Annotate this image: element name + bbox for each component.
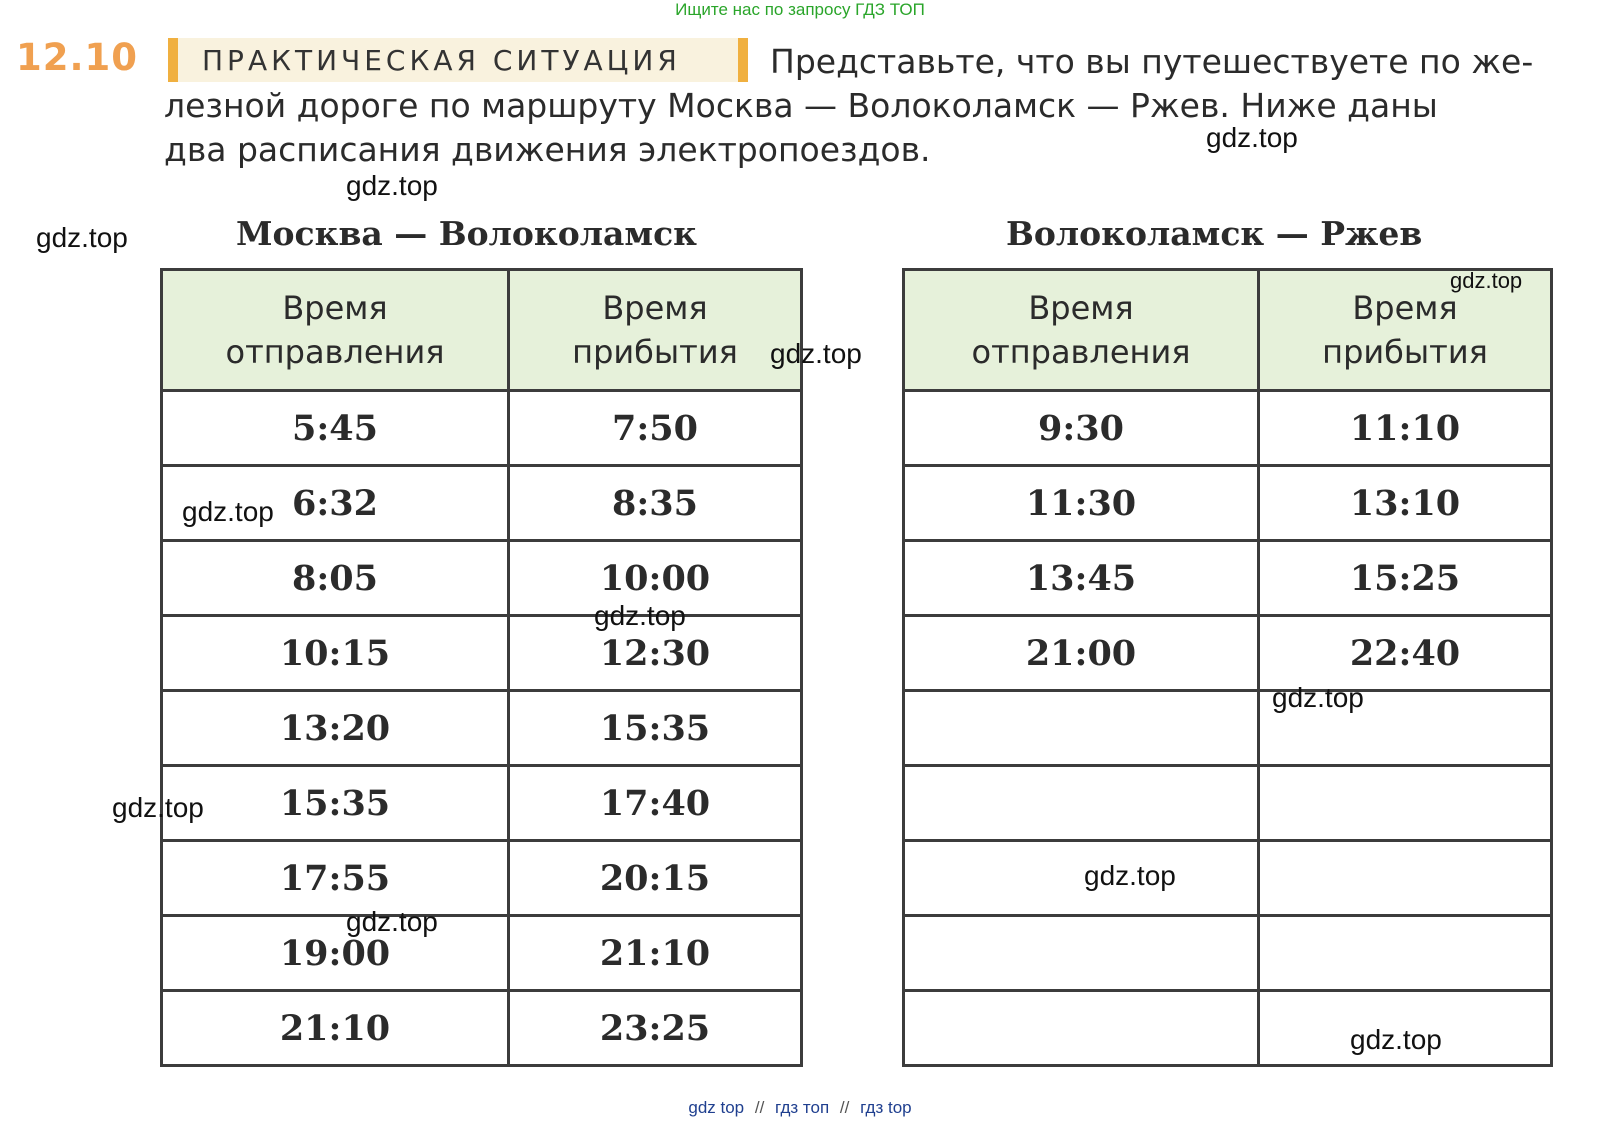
timetable-moscow-volokolamsk	[160, 268, 803, 1067]
watermark: gdz.top	[770, 338, 862, 369]
footer-separator: //	[754, 1098, 765, 1117]
watermark: gdz.top	[1206, 122, 1298, 153]
problem-number: 12.10	[16, 36, 139, 79]
table-row	[904, 691, 1552, 766]
table-row	[162, 616, 802, 691]
watermark: gdz.top	[36, 222, 128, 253]
footer-separator: //	[839, 1098, 850, 1117]
departure-time-cell: 21:10	[162, 991, 509, 1066]
header-departure	[904, 270, 1259, 391]
arrival-time-cell: 17:40	[509, 766, 802, 841]
table-row	[904, 541, 1552, 616]
table-row	[162, 841, 802, 916]
arrival-time-cell: 13:10	[1259, 466, 1552, 541]
table-row	[904, 916, 1552, 991]
table-row	[904, 466, 1552, 541]
problem-text-line1: Представьте, что вы путешествуете по же-	[770, 42, 1534, 81]
arrival-time-cell: 11:10	[1259, 391, 1552, 466]
watermark: gdz.top	[182, 496, 274, 527]
departure-time-cell	[904, 766, 1259, 841]
header-departure-label: Время отправления	[971, 289, 1191, 371]
footer-links	[0, 1098, 1600, 1118]
table-row	[162, 766, 802, 841]
table-row	[904, 766, 1552, 841]
arrival-time-cell	[1259, 766, 1552, 841]
arrival-time-cell: 12:30	[509, 616, 802, 691]
watermark: gdz.top	[1272, 682, 1364, 713]
arrival-time-cell: 22:40	[1259, 616, 1552, 691]
departure-time-cell: 21:00	[904, 616, 1259, 691]
table-row	[162, 991, 802, 1066]
departure-time-cell	[904, 691, 1259, 766]
timetable-title-moscow-volokolamsk: Москва — Волоколамск	[236, 214, 698, 253]
watermark: gdz.top	[1450, 268, 1523, 293]
arrival-time-cell: 10:00	[509, 541, 802, 616]
badge-label: ПРАКТИЧЕСКАЯ СИТУАЦИЯ	[202, 44, 681, 77]
search-hint-link[interactable]: Ищите нас по запросу ГДЗ ТОП	[675, 0, 925, 19]
table-row	[162, 391, 802, 466]
departure-time-cell: 15:35	[162, 766, 509, 841]
arrival-time-cell: 7:50	[509, 391, 802, 466]
footer-link-gdz-top-mixed[interactable]: гдз top	[860, 1098, 912, 1117]
arrival-time-cell	[1259, 916, 1552, 991]
table-row	[904, 391, 1552, 466]
problem-text-line2: лезной дороге по маршруту Москва — Волоколамск — Ржев. Ниже даны	[164, 86, 1438, 125]
departure-time-cell: 17:55	[162, 841, 509, 916]
departure-time-cell	[904, 991, 1259, 1066]
arrival-time-cell: 15:25	[1259, 541, 1552, 616]
table-row	[162, 916, 802, 991]
table-row	[904, 616, 1552, 691]
departure-time-cell: 10:15	[162, 616, 509, 691]
watermark: gdz.top	[346, 906, 438, 937]
table-header-row	[162, 270, 802, 391]
departure-time-cell: 9:30	[904, 391, 1259, 466]
departure-time-cell: 13:20	[162, 691, 509, 766]
footer-link-gdz-top[interactable]: gdz top	[688, 1098, 745, 1117]
watermark: gdz.top	[1084, 860, 1176, 891]
timetable-title-volokolamsk-rzhev: Волоколамск — Ржев	[1006, 214, 1423, 253]
header-arrival-label: Время прибытия	[1322, 289, 1488, 371]
departure-time-cell: 13:45	[904, 541, 1259, 616]
header-arrival-label: Время прибытия	[572, 289, 738, 371]
departure-time-cell	[904, 916, 1259, 991]
header-departure-label: Время отправления	[225, 289, 445, 371]
departure-time-cell: 19:00	[162, 916, 509, 991]
watermark: gdz.top	[112, 792, 204, 823]
problem-text	[164, 40, 1564, 172]
table-row	[162, 541, 802, 616]
table-row	[904, 991, 1552, 1066]
problem-text-line3: два расписания движения электропоездов.	[164, 130, 931, 169]
footer-link-gdz-top-ru[interactable]: гдз топ	[775, 1098, 830, 1117]
watermark: gdz.top	[1350, 1024, 1442, 1055]
arrival-time-cell	[1259, 841, 1552, 916]
arrival-time-cell: 8:35	[509, 466, 802, 541]
departure-time-cell: 6:32	[162, 466, 509, 541]
departure-time-cell: 8:05	[162, 541, 509, 616]
watermark: gdz.top	[346, 170, 438, 201]
arrival-time-cell: 15:35	[509, 691, 802, 766]
arrival-time-cell: 20:15	[509, 841, 802, 916]
timetable-volokolamsk-rzhev	[902, 268, 1553, 1067]
departure-time-cell	[904, 841, 1259, 916]
header-arrival	[509, 270, 802, 391]
header-departure	[162, 270, 509, 391]
departure-time-cell: 11:30	[904, 466, 1259, 541]
arrival-time-cell: 23:25	[509, 991, 802, 1066]
watermark: gdz.top	[594, 600, 686, 631]
table-row	[162, 691, 802, 766]
arrival-time-cell: 21:10	[509, 916, 802, 991]
table-row	[904, 841, 1552, 916]
departure-time-cell: 5:45	[162, 391, 509, 466]
